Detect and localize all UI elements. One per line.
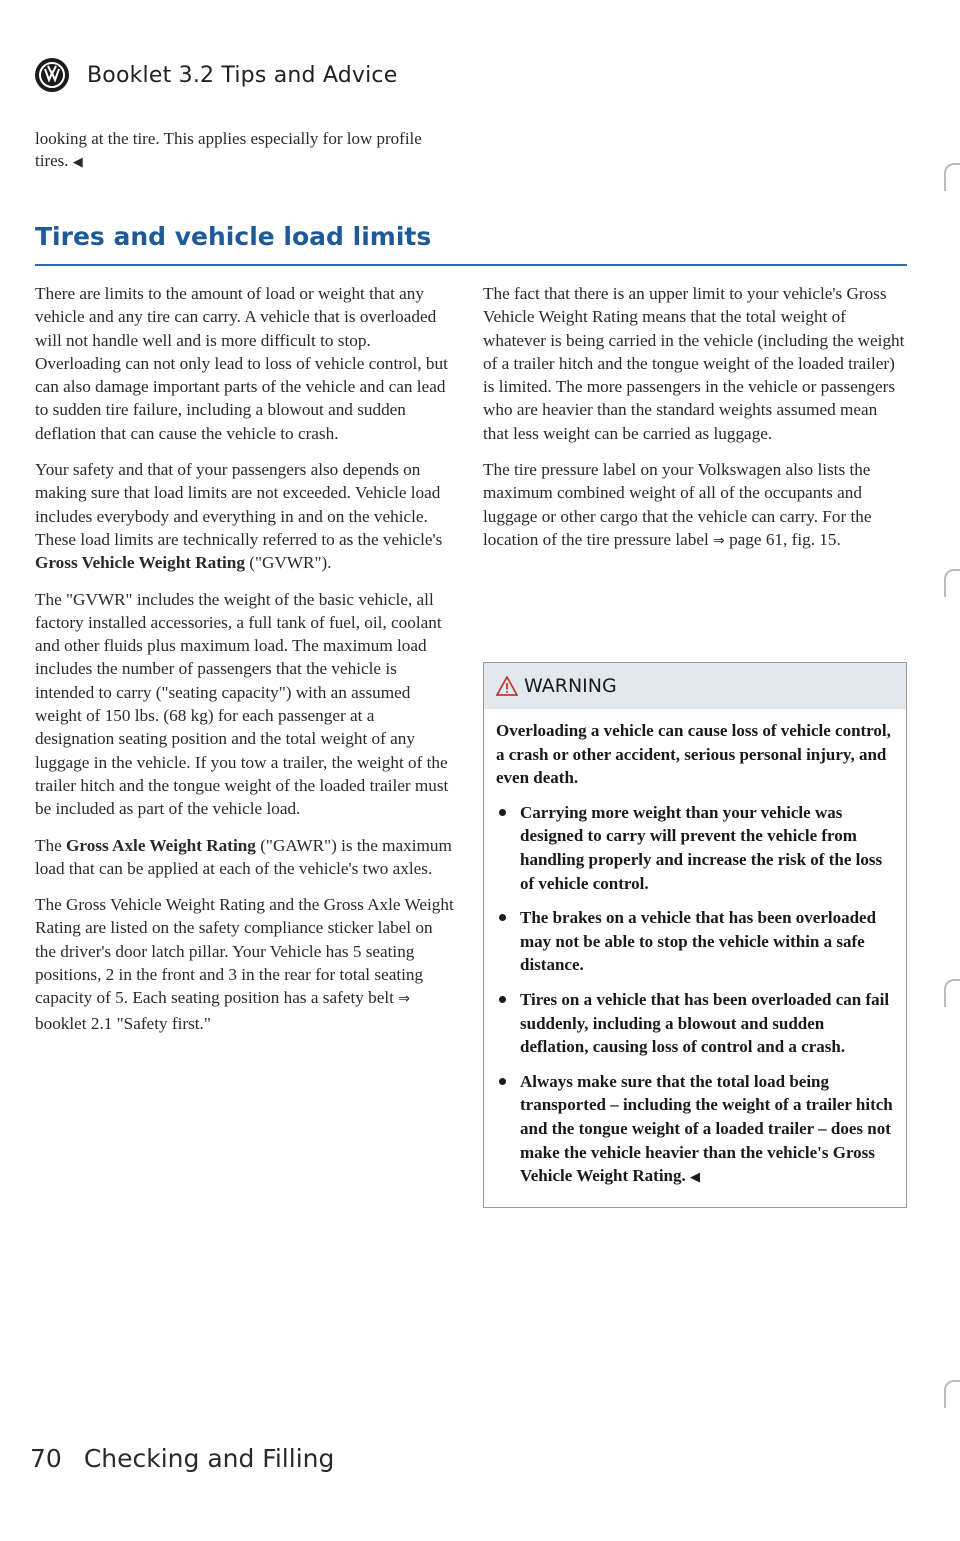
vw-logo-icon: [35, 58, 69, 92]
bullet-icon: [496, 988, 520, 1059]
warning-lead: Overloading a vehicle can cause loss of vehicle control, a crash or other accident, serious personal injury, and even death.: [496, 721, 891, 788]
warning-box: [483, 662, 907, 1208]
term-gawr: Gross Axle Weight Rating: [66, 835, 256, 855]
chapter-title: Checking and Filling: [83, 1444, 335, 1473]
section-divider: [35, 264, 907, 266]
paragraph: Your safety and that of your passengers also depends on making sure that load limits are not exceeded. Vehicle load includes everybody and everything in and on the vehicle. These load limits are technically referred to as the vehicle's Gross Vehicle Weight Rating ("GVWR").: [35, 460, 443, 573]
warning-body: [484, 709, 906, 1190]
right-column: [483, 282, 907, 566]
cross-reference-link[interactable]: booklet 2.1 "Safety first.": [35, 1013, 211, 1033]
section-title: Tires and vehicle load limits: [35, 222, 432, 251]
warning-bullet: Carrying more weight than your vehicle was designed to carry will prevent the vehicle from handling properly and increase the risk of the loss of vehicle control.: [496, 801, 894, 895]
bullet-icon: [496, 801, 520, 895]
paragraph: The tire pressure label on your Volkswagen also lists the maximum combined weight of all of the occupants and luggage or other cargo that the vehicle can carry. For the location of the tire pressure label ⇒ page 61, fig. 15.: [483, 460, 872, 549]
page-tab-mark: [944, 569, 960, 597]
booklet-title: Booklet 3.2 Tips and Advice: [87, 62, 398, 88]
paragraph: The Gross Vehicle Weight Rating and the Gross Axle Weight Rating are listed on the safety compliance sticker label on the driver's door latch pillar. Your Vehicle has 5 seating positions, 2 in the front and 3 in the rear for total seating capacity of 5. Each seating position has a safety belt ⇒ booklet 2.1 "Safety first.": [35, 895, 454, 1033]
bullet-icon: [496, 1070, 520, 1190]
cross-reference-arrow-icon: ⇒: [398, 991, 410, 1008]
page-footer: [30, 1444, 334, 1473]
end-of-section-icon: ◀: [72, 155, 83, 170]
warning-bullet: Always make sure that the total load being transported – including the weight of a trailer hitch and the tongue weight of a loaded trailer – does not make the vehicle heavier than the vehicle's Gross Vehicle Weight Rating. ◀: [496, 1070, 894, 1190]
page-tab-mark: [944, 163, 960, 191]
warning-bullet: Tires on a vehicle that has been overloaded can fail suddenly, including a blowout and sudden deflation, causing loss of control and a crash.: [496, 988, 894, 1059]
paragraph: The Gross Axle Weight Rating ("GAWR") is the maximum load that can be applied at each of the vehicle's two axles.: [35, 835, 452, 878]
warning-bullet: The brakes on a vehicle that has been overloaded may not be able to stop the vehicle within a safe distance.: [496, 906, 894, 977]
cross-reference-arrow-icon: ⇒: [713, 532, 725, 549]
paragraph: The "GVWR" includes the weight of the basic vehicle, all factory installed accessories, a full tank of fuel, oil, coolant and other fluids plus maximum load. The maximum load includes the number of passengers that the vehicle is intended to carry ("seating capacity") with an assumed weight of 150 lbs. (68 kg) for each passenger at a designation seating position and the total weight of any luggage in the vehicle. If you tow a trailer, the weight of the trailer hitch and the tongue weight of the loaded trailer must be included as part of the vehicle load.: [35, 589, 449, 819]
paragraph: The fact that there is an upper limit to your vehicle's Gross Vehicle Weight Rating means that the total weight of whatever is being carried in the vehicle (including the weight of a trailer hitch and the tongue weight of the loaded trailer) is limited. The more passengers in the vehicle or passengers who are heavier than the standard weights assumed mean that less weight can be carried as luggage.: [483, 284, 905, 443]
paragraph: There are limits to the amount of load or weight that any vehicle and any tire can carry. A vehicle that is overloaded will not handle well and is more difficult to stop. Overloading can not only lead to loss of vehicle control, but can also damage important parts of the vehicle and can lead to sudden tire failure, including a blowout and sudden deflation that can cause the vehicle to crash.: [35, 284, 448, 443]
intro-text: looking at the tire. This applies especially for low profile tires. ◀: [35, 129, 422, 170]
page-number: 70: [30, 1444, 62, 1473]
page-header: [35, 55, 397, 95]
left-column: [35, 282, 455, 1048]
end-of-section-icon: ◀: [690, 1170, 701, 1186]
term-gvwr: Gross Vehicle Weight Rating: [35, 553, 245, 573]
page-tab-mark: [944, 1380, 960, 1408]
warning-header: [484, 663, 906, 709]
cross-reference-link[interactable]: page 61, fig. 15.: [724, 529, 841, 549]
warning-triangle-icon: [496, 676, 518, 696]
page-tab-mark: [944, 979, 960, 1007]
warning-title: WARNING: [524, 675, 617, 697]
bullet-icon: [496, 906, 520, 977]
